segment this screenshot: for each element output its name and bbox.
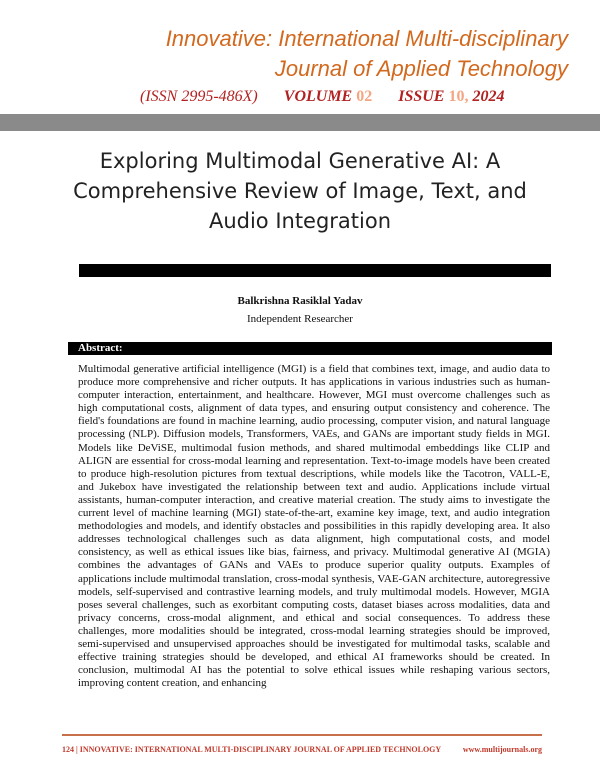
author-affiliation: Independent Researcher (247, 313, 353, 325)
issue-number: 10, (448, 88, 469, 105)
abstract-text: Multimodal generative artificial intelligence (MGI) is a field that combines text, image, and audio data to produce more comprehensive and richer outputs. It has applications in various industries such as human-computer interaction, entertainment, and healthcare. However, MGI must overcome challenges such as high computational costs, alignment of data types, and ensuring output consistency and coherence. The field's foundations are found in machine learning, audio processing, computer vision, and natural language processing (NLP). Diffusion models, Transformers, VAEs, and GANs are important study fields in MGI. Models like DeViSE, multimodal fusion methods, and shared multimodal embeddings like CLIP and ALIGN are essential for cross-modal learning and representation. Text-to-image models have been created to produce high-resolution pictures from textual descriptions, while models like the Tacotron, VALL-E, and Jukebox have investigated the relationship between text and audio. Applications include virtual assistants, human-computer interaction, and creative material creation. The study aims to investigate the current level of machine learning (MGI) state-of-the-art, examine key image, text, and audio integration methodologies and models, and identify obstacles and possibilities in this rapidly developing area. It also addresses technological challenges such as data alignment, high computational costs, and model consistency, as well as ethical issues like bias, fairness, and privacy. Multimodal generative AI (MGIA) combines the advantages of GANs and VAEs to produce superior quality outputs. Examples of applications include multimodal translation, cross-modal synthesis, VAE-GAN architecture, autoregressive models, self-supervised and contrastive learning models, and truly multimodal models. However, MGIA poses several challenges, such as exorbitant computing costs, dataset biases across modalities, data and privacy concerns, cross-modal alignment, and ethical and social consequences. To address these challenges, more modalities should be integrated, cross-modal learning strategies should be improved, semi-supervised and unsupervised approaches should be investigated for multimodal tasks, scalable and effective training strategies should be developed, and ethical AI frameworks should be created. In conclusion, multimodal AI has the potential to solve ethical issues while reshaping various sectors, improving content creation, and enhancing (78, 363, 550, 690)
article-title: Exploring Multimodal Generative AI: A Comprehensive Review of Image, Text, and Audio Integration (73, 149, 527, 233)
volume-label: VOLUME (283, 88, 353, 105)
journal-name-line1: Innovative: International Multi-disciplinary (165, 26, 568, 51)
issn-volume-line (140, 88, 580, 106)
volume-number: 02 (356, 88, 373, 105)
volume (284, 88, 372, 105)
issn: (ISSN 2995-486X) (140, 88, 258, 105)
issue-label: ISSUE (398, 88, 445, 105)
footer-text: 124 | INNOVATIVE: INTERNATIONAL MULTI-DISCIPLINARY JOURNAL OF APPLIED TECHNOLOGY (62, 745, 442, 754)
issue (398, 88, 504, 105)
journal-name (88, 24, 568, 84)
author-name: Balkrishna Rasiklal Yadav (237, 295, 363, 307)
footer (62, 745, 542, 754)
journal-name-line2: Journal of Applied Technology (274, 56, 568, 81)
header-band (0, 114, 600, 131)
footer-url[interactable]: www.multijournals.org (462, 745, 542, 754)
year: 2024 (472, 88, 505, 105)
abstract-heading: Abstract: (68, 342, 552, 355)
title-divider (79, 264, 551, 277)
footer-rule (62, 734, 542, 736)
